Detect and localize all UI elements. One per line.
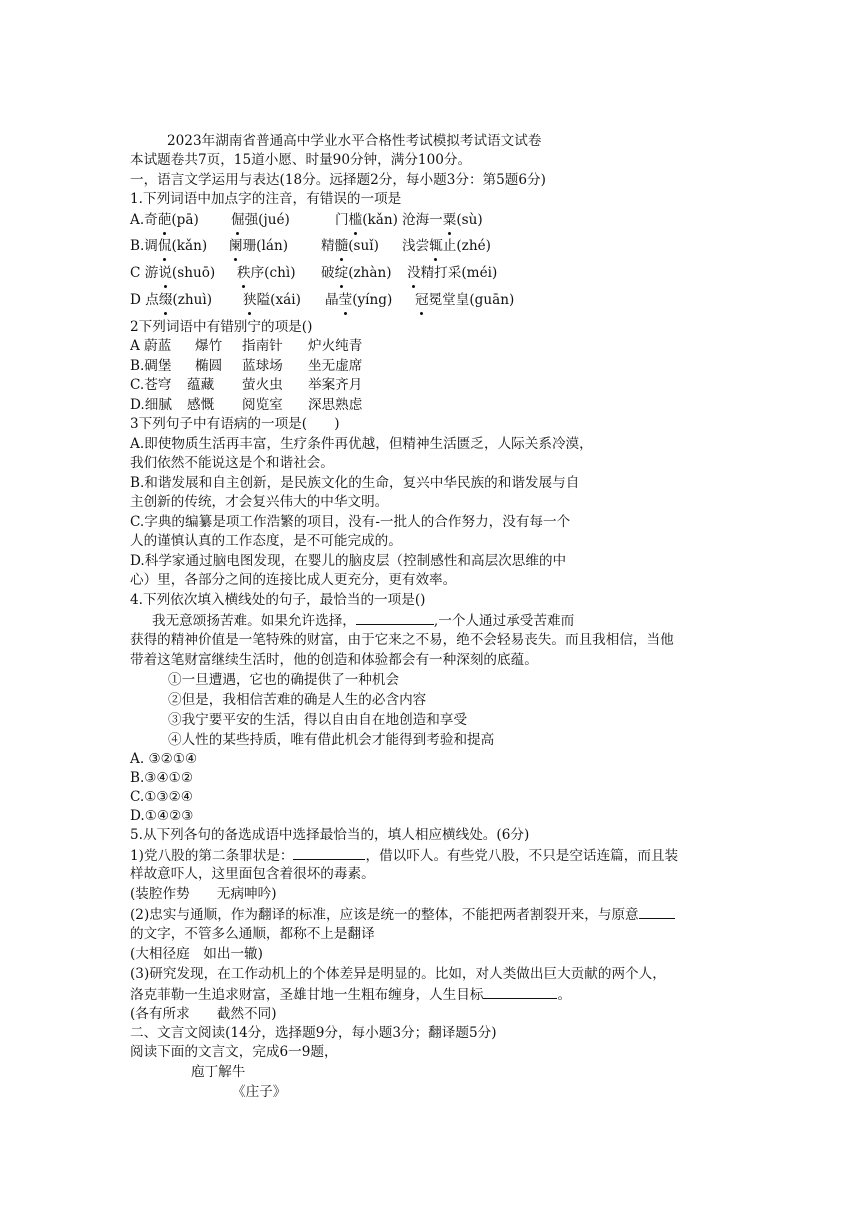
q1-d-item-1: D 点缀(zhuì) — [130, 289, 212, 311]
q1-c-item-1: C 游说(shuō) — [130, 262, 215, 284]
q3-option-c-line1: C.字典的编纂是项工作浩繁的项目，没有-一批人的合作努力，没有每一个 — [130, 514, 571, 530]
q1-a-item-1: A.奇葩(pā) — [130, 209, 199, 231]
q5-blank-1 — [293, 845, 365, 860]
q4-passage-line3: 带着这笔财富继续生活时，他的创造和体验都会有一种深刻的底蕴。 — [130, 652, 538, 668]
q3-option-a-line2: 我们依然不能说这是个和谐社会。 — [130, 455, 334, 471]
q5-sentence2-line2: 的文字，不管多么通顺，都称不上是翻译 — [130, 926, 375, 942]
passage-source: 《庄子》 — [232, 1084, 287, 1100]
q4-stem: 4.下列依次填入横线处的句子，最恰当的一项是() — [130, 592, 426, 608]
q1-c-item-3: 破绽(zhàn) — [321, 262, 392, 284]
section2-heading: 二、文言文阅读(14分，选择题9分，每小题3分；翻译题5分) — [130, 1025, 497, 1041]
q5-choices-2: (大相径庭 如出一辙) — [130, 946, 263, 962]
q5-sentence1-line1: 1)党八股的第二条罪状是： ，借以吓人。有些党八股，不只是空话连篇，而且装 — [130, 845, 678, 866]
exam-title: 2023年湖南省普通高中学业水平合格性考试模拟考试语文试卷 — [167, 133, 542, 149]
q5-choices-1: (装腔作势 无病呻吟) — [130, 886, 277, 902]
q1-d-item-3: 晶莹(yíng) — [325, 289, 392, 311]
exam-intro: 本试题卷共7页，15道小愿、时量90分钟，满分100分。 — [130, 152, 472, 168]
q2-stem: 2下列词语中有错别宁的项是() — [130, 319, 313, 335]
q5-blank-3 — [483, 984, 557, 999]
q1-c-item-2: 秩序(chì) — [237, 262, 296, 284]
q3-stem: 3下列句子中有语病的一项是( ) — [130, 416, 340, 432]
q1-a-item-3: 门槛(kǎn) — [335, 209, 398, 231]
q1-a-item-4: 沧海一粟(sù) — [402, 209, 483, 231]
q3-option-b-line2: 主创新的传统，才会复兴伟大的中华文明。 — [130, 494, 389, 510]
document-page: 2023年湖南省普通高中学业水平合格性考试模拟考试语文试卷 本试题卷共7页，15道小愿、时量90分钟，满分100分。 一，语言文学运用与表达(18分。远择题2分，每小题3分：第5题6分) 1.下列词语中加点字的注音，有错误的一项是 A.奇葩(pā) 倔强(jué) 门槛(kǎn) 沧海一粟(sù) B.调侃(kǎn) 阑珊(lán) 精髓(suǐ) 浅尝辄止(zhé) C 游说(shuō) 秩序(chì) 破绽(zhàn) 没精打采(méi) D 点缀(zhuì) 狭隘(xái) 晶莹(yíng) 冠冕堂皇(guān) 2下列词语中有错别宁的项是() A 蔚蓝 爆竹 指南针 炉火纯青 B.碉堡 椭圆 蓝球场 坐无虚席 C.苍穹 蕴藏 萤火虫 举案齐月 D.细腻 感慨 阅览室 深思熟虑 3下列句子中有语病的一项是( ) A.即使物质生活再丰富，生疗条件再优越，但精神生活匮乏，人际关系冷漠， 我们依然不能说这是个和谐社会。 B.和谐发展和自主创新，是民族文化的生命，复兴中华民族的和谐发展与自 主创新的传统，才会复兴伟大的中华文明。 C.字典的编纂是项工作浩繁的项目，没有-一批人的合作努力，没有每一个 人的谨慎认真的工作态度，是不可能完成的。 D.科学家通过脑电图发现，在婴儿的脑皮层（控制感性和高层次思维的中 心）里，各部分之间的连接比成人更充分，更有效率。 4.下列依次填入横线处的句子，最恰当的一项是() 我无意颂扬苦难。如果允许选择， ,一个人通过承受苦难而 获得的精神价值是一笔特殊的财富，由于它来之不易，绝不会轻易丧失。而且我相信，当他 带着这笔财富继续生活时，他的创造和体验都会有一种深刻的底蕴。 ①一旦遭遇，它也的确提供了一种机会 ②但是，我相信苦难的确是人生的必含内容 ③我宁要平安的生活，得以自由自在地创造和享受 ④人性的某些持质，唯有借此机会才能得到考验和提高 A. ③②①④ B.③④①② C.①③②④ D.①④②③ 5.从下列各句的备选成语中选择最恰当的，填人相应横线处。(6分) 1)党八股的第二条罪状是： ，借以吓人。有些党八股，不只是空话连篇，而且装 样故意吓人，这里面包含着很坏的毒素。 (装腔作势 无病呻吟) (2)忠实与通顺，作为翻译的标准，应该是统一的整体，不能把两者割裂开来，与原意 的文字，不管多么通顺，都称不上是翻译 (大相径庭 如出一辙) (3)研究发现，在工作动机上的个体差异是明显的。比如，对人类做出巨大贡献的两个人， 洛克菲勒一生追求财富，圣雄甘地一生粗布缠身，人生目标 。 (各有所求 截然不同) 二、文言文阅读(14分，选择题9分，每小题3分；翻译题5分) 阅读下面的文言文，完成6一9题， 庖丁解牛 《庄子》 — [130, 133, 679, 1100]
q3-option-d-line2: 心）里，各部分之间的连接比成人更充分，更有效率。 — [130, 572, 457, 588]
q4-option-a: A. ③②①④ — [130, 751, 198, 767]
q1-b-item-3: 精髓(suǐ) — [321, 235, 379, 257]
q5-sentence3-line2: 洛克菲勒一生追求财富，圣雄甘地一生粗布缠身，人生目标 。 — [130, 984, 571, 1005]
q3-option-b-line1: B.和谐发展和自主创新，是民族文化的生命，复兴中华民族的和谐发展与自 — [130, 475, 580, 491]
q1-d-item-4: 冠冕堂皇(guān) — [415, 289, 514, 311]
q3-option-a-line1: A.即使物质生活再丰富，生疗条件再优越，但精神生活匮乏，人际关系冷漠， — [130, 436, 593, 452]
q5-choices-3: (各有所求 截然不同) — [130, 1006, 277, 1022]
q1-b-item-4: 浅尝辄止(zhé) — [402, 235, 491, 257]
section1-heading: 一，语言文学运用与表达(18分。远择题2分，每小题3分：第5题6分) — [130, 172, 546, 188]
q4-sentence-3: ③我宁要平安的生活，得以自由自在地创造和享受 — [168, 712, 468, 728]
q4-blank — [356, 610, 434, 625]
q5-stem: 5.从下列各句的备选成语中选择最恰当的，填人相应横线处。(6分) — [130, 827, 530, 843]
q1-b-item-2: 阑珊(lán) — [229, 235, 288, 257]
q5-blank-2 — [639, 904, 675, 919]
q4-sentence-1: ①一旦遭遇，它也的确提供了一种机会 — [168, 672, 400, 688]
q1-a-item-2: 倔强(jué) — [231, 209, 290, 231]
q1-b-item-1: B.调侃(kǎn) — [130, 235, 207, 257]
q4-option-d: D.①④②③ — [130, 808, 194, 824]
q1-d-item-2: 狭隘(xái) — [243, 289, 301, 311]
q4-sentence-2: ②但是，我相信苦难的确是人生的必含内容 — [168, 692, 427, 708]
q4-passage-line2: 获得的精神价值是一笔特殊的财富，由于它来之不易，绝不会轻易丧失。而且我相信，当他 — [130, 632, 674, 648]
q4-sentence-4: ④人性的某些持质，唯有借此机会才能得到考验和提高 — [168, 732, 495, 748]
q3-option-c-line2: 人的谨慎认真的工作态度，是不可能完成的。 — [130, 533, 402, 549]
q1-stem: 1.下列词语中加点字的注音，有错误的一项是 — [130, 191, 402, 207]
section2-intro: 阅读下面的文言文，完成6一9题， — [130, 1044, 338, 1060]
q4-option-c: C.①③②④ — [130, 789, 193, 805]
passage-title: 庖丁解牛 — [191, 1064, 246, 1080]
q5-sentence2-line1: (2)忠实与通顺，作为翻译的标准，应该是统一的整体，不能把两者割裂开来，与原意 — [130, 904, 675, 925]
q1-c-item-4: 没精打采(méi) — [407, 262, 497, 284]
q3-option-d-line1: D.科学家通过脑电图发现，在婴儿的脑皮层（控制感性和高层次思维的中 — [130, 553, 567, 569]
q4-passage-line1: 我无意颂扬苦难。如果允许选择， ,一个人通过承受苦难而 — [152, 610, 574, 631]
q4-option-b: B.③④①② — [130, 770, 194, 786]
q5-sentence3-line1: (3)研究发现，在工作动机上的个体差异是明显的。比如，对人类做出巨大贡献的两个人， — [130, 966, 666, 982]
q5-sentence1-line2: 样故意吓人，这里面包含着很坏的毒素。 — [130, 866, 375, 882]
